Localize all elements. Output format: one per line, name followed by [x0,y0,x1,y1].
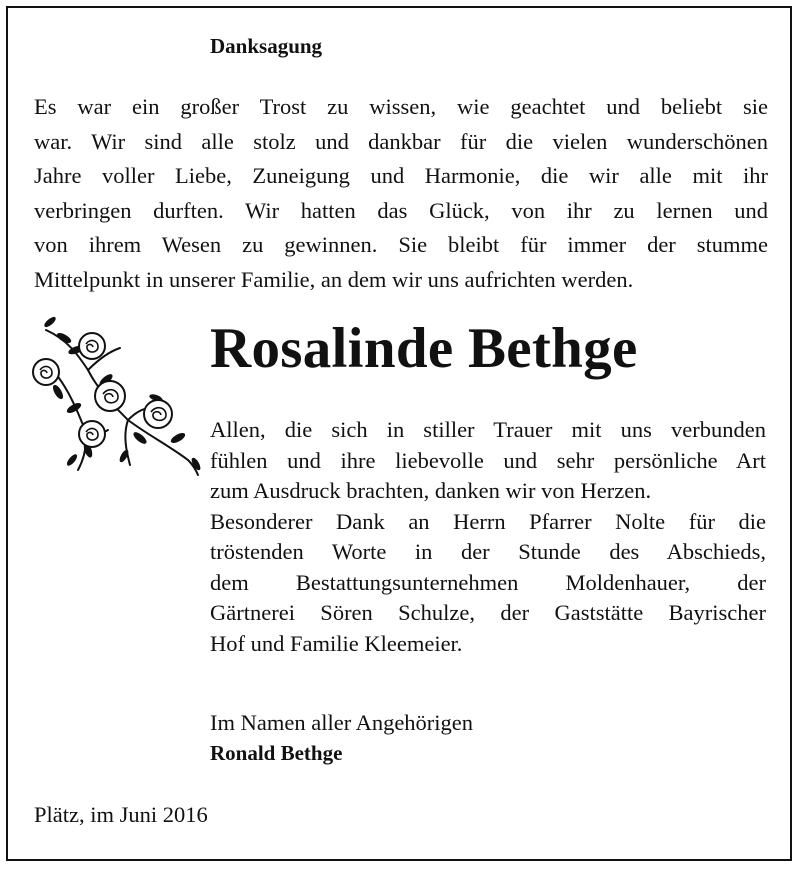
rose-branch-icon [28,310,204,480]
intro-line: verbringen durften. Wir hatten das Glück, von ihr zu lernen und [34,197,768,223]
closing-block [210,707,473,769]
thanks-line: Allen, die sich in stiller Trauer mit uns verbunden [210,417,766,442]
thanks-line: dem Bestattungsunternehmen Moldenhauer, der [210,569,766,595]
thanks-line: Besonderer Dank an Herrn Pfarrer Nolte für die [210,508,766,534]
signer-name: Ronald Bethge [210,741,343,765]
thanks-line: zum Ausdruck brachten, danken wir von Herzen. [210,478,652,503]
notice-heading: Danksagung [210,34,323,58]
thanks-line: Gärtnerei Sören Schulze, der Gaststätte Bayrischer [210,600,766,625]
intro-line: Mittelpunkt in unserer Familie, an dem wir uns aufrichten werden. [34,266,634,292]
intro-line: Es war ein großer Trost zu wissen, wie geachtet und beliebt sie [34,94,768,119]
thanks-line: Hof und Familie Kleemeier. [210,630,463,656]
thanks-line: fühlen und ihre liebevolle und sehr persönliche Art [210,447,766,473]
deceased-name: Rosalinde Bethge [210,317,638,380]
intro-line: war. Wir sind alle stolz und dankbar für die vielen wunderschönen [34,128,768,154]
intro-line: von ihrem Wesen zu gewinnen. Sie bleibt für immer der stumme [34,232,768,257]
place-date: Plätz, im Juni 2016 [34,802,208,827]
closing-phrase: Im Namen aller Angehörigen [210,710,474,735]
intro-paragraph [34,90,768,297]
thanks-paragraph [210,415,766,659]
intro-line: Jahre voller Liebe, Zuneigung und Harmonie, die wir alle mit ihr [34,163,768,188]
thanks-line: tröstenden Worte in der Stunde des Abschieds, [210,539,766,564]
